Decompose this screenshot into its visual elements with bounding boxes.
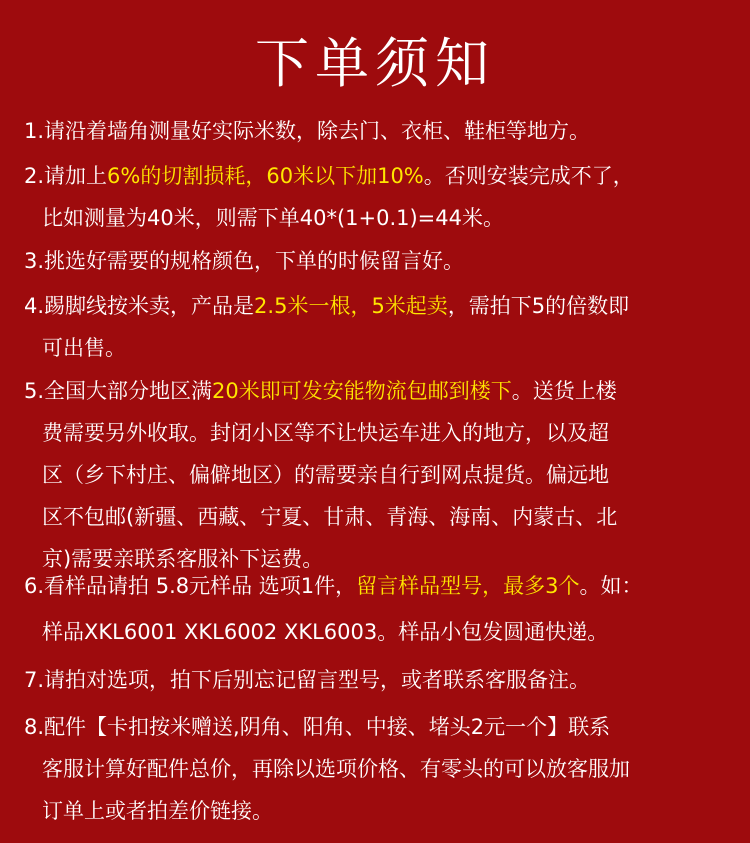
- notice-item-5-line-3: 区（乡下村庄、偏僻地区）的需要亲自行到网点提货。偏远地: [42, 463, 609, 487]
- notice-item-4-line-1: [24, 285, 629, 327]
- notice-item-6-highlight: 留言样品型号，最多3个: [356, 574, 580, 598]
- notice-item-2-line-1: [24, 155, 634, 197]
- notice-item-2-line-2: 比如测量为40米，则需下单40*(1+0.1)=44米。: [42, 206, 504, 230]
- notice-item-6-line-2: 样品XKL6001 XKL6002 XKL6003。样品小包发圆通快递。: [42, 620, 609, 644]
- notice-item-6-post: 。如：: [579, 574, 643, 598]
- notice-item-5-line-2: 费需要另外收取。封闭小区等不让快运车进入的地方，以及超: [42, 421, 609, 445]
- notice-item-4-pre: 4.踢脚线按米卖，产品是: [24, 294, 255, 318]
- notice-item-8-line-1: 8.配件【卡扣按米赠送,阴角、阳角、中接、堵头2元一个】联系: [24, 715, 611, 739]
- notice-item-3-line-1: 3.挑选好需要的规格颜色，下单的时候留言好。: [24, 249, 465, 273]
- notice-item-1-line-1: 1.请沿着墙角测量好实际米数，除去门、衣柜、鞋柜等地方。: [24, 119, 591, 143]
- notice-item-7-line-1: 7.请拍对选项，拍下后别忘记留言型号，或者联系客服备注。: [24, 668, 591, 692]
- notice-item-5-line-5: 京)需要亲联系客服补下运费。: [42, 547, 324, 571]
- notice-item-6-line-1: [24, 565, 643, 607]
- notice-item-5-line-4: 区不包邮(新疆、西藏、宁夏、甘肃、青海、海南、内蒙古、北: [42, 505, 618, 529]
- notice-item-1: [24, 110, 590, 152]
- notice-item-8-line-3: 订单上或者拍差价链接。: [42, 799, 273, 823]
- notice-item-4-line-2: 可出售。: [42, 336, 126, 360]
- notice-item-2-pre: 2.请加上: [24, 164, 108, 188]
- notice-item-2: [24, 155, 634, 239]
- notice-item-4-post: ，需拍下5的倍数即: [447, 294, 630, 318]
- notice-item-5-line-1: [24, 370, 617, 412]
- notice-item-6: [24, 565, 643, 607]
- notice-item-4: [24, 285, 629, 369]
- notice-item-4-highlight: 2.5米一根，5米起卖: [254, 294, 448, 318]
- notice-item-5-pre: 5.全国大部分地区满: [24, 379, 213, 403]
- notice-item-7: [24, 659, 590, 701]
- notice-item-8: [24, 706, 630, 832]
- page-title: 下单须知: [255, 32, 495, 95]
- notice-item-3: [24, 240, 464, 282]
- notice-item-6-pre: 6.看样品请拍 5.8元样品 选项1件，: [24, 574, 357, 598]
- notice-item-5: [24, 370, 617, 580]
- notice-item-2-post: 。否则安装完成不了，: [423, 164, 634, 188]
- notice-item-8-line-2: 客服计算好配件总价，再除以选项价格、有零头的可以放客服加: [42, 757, 630, 781]
- notice-item-5-highlight: 20米即可发安能物流包邮到楼下: [212, 379, 512, 403]
- notice-item-2-highlight: 6%的切割损耗，60米以下加10%: [107, 164, 424, 188]
- notice-item-5-post: 。送货上楼: [511, 379, 617, 403]
